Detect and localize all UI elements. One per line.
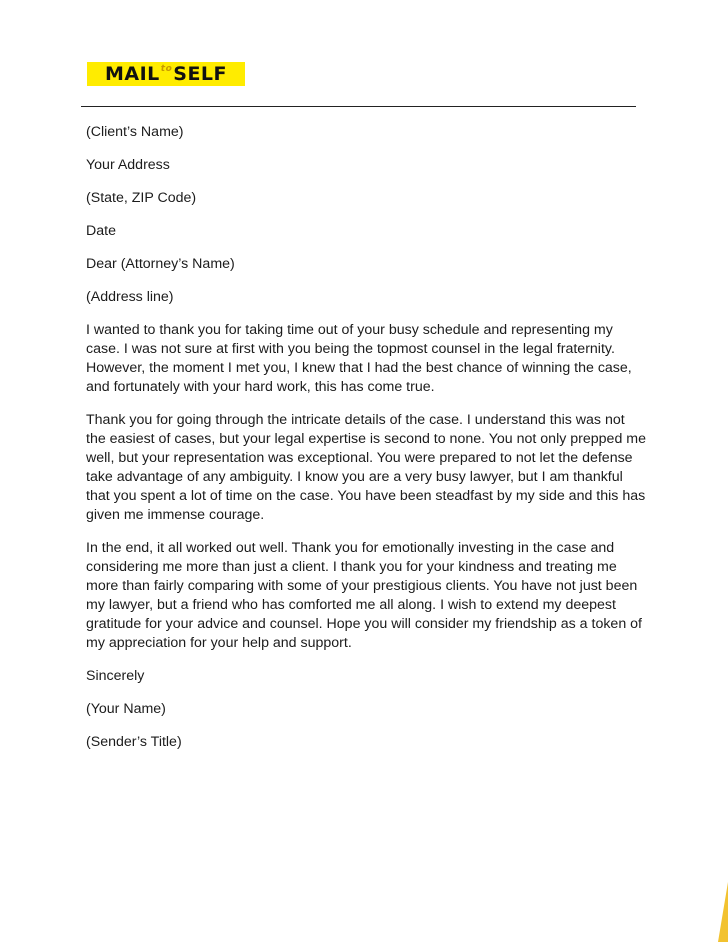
sender-address: Your Address bbox=[86, 157, 170, 173]
letter-date: Date bbox=[86, 223, 116, 239]
logo-text-right: SELF bbox=[173, 63, 228, 85]
address-line: (Address line) bbox=[86, 289, 174, 305]
closing: Sincerely bbox=[86, 668, 145, 684]
sender-title: (Sender’s Title) bbox=[86, 734, 182, 750]
salutation: Dear (Attorney’s Name) bbox=[86, 256, 235, 272]
corner-accent bbox=[718, 882, 728, 942]
paragraph-3: In the end, it all worked out well. Thank you for emotionally investing in the case and considering me more than just a client. I thank you for your kindness and treating me more than fairly comparing with some of your prestigious clients. You have not just been my lawyer, but a friend who has comforted me all along. I wish to extend my deepest gratitude for your advice and counsel. Hope you will consider my friendship as a token of my appreciation for your help and support. bbox=[86, 540, 642, 651]
client-name: (Client’s Name) bbox=[86, 124, 184, 140]
paragraph-1: I wanted to thank you for taking time out of your busy schedule and representing my case. I was not sure at first with you being the topmost counsel in the legal fraternity. However, the moment I met you, I knew that I had the best chance of winning the case, and fortunately with your hard work, this has come true. bbox=[86, 322, 632, 395]
header-divider bbox=[81, 106, 636, 107]
sender-name: (Your Name) bbox=[86, 701, 166, 717]
letter-body bbox=[86, 123, 646, 766]
state-zip: (State, ZIP Code) bbox=[86, 190, 197, 206]
paragraph-2: Thank you for going through the intricate details of the case. I understand this was not the easiest of cases, but your legal expertise is second to none. You not only prepped me well, but your representation was exceptional. You were prepared to not let the defense take advantage of any ambiguity. I know you are a very busy lawyer, but I am thankful that you spent a lot of time on the case. You have been steadfast by my side and this has given me immense courage. bbox=[86, 412, 646, 523]
brand-logo bbox=[87, 62, 245, 86]
logo-text-middle: to bbox=[160, 64, 173, 74]
logo-text-left: MAIL bbox=[104, 63, 160, 85]
